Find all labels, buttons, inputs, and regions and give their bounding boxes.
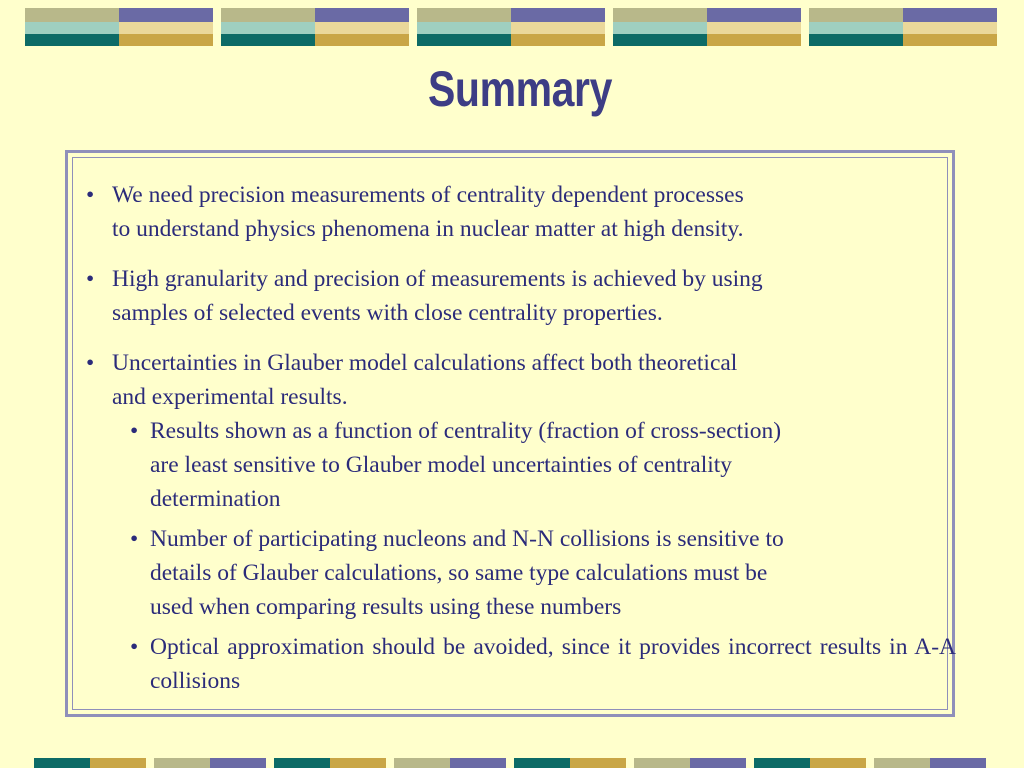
bullet-line: to understand physics phenomena in nuclear matter at high density. [112,216,744,242]
bullet-line: High granularity and precision of measurements is achieved by using [112,266,763,292]
sub-bullet-item [86,414,956,516]
bullet-line: Uncertainties in Glauber model calculations affect both theoretical [112,350,738,376]
sub-bullet-line: Results shown as a function of centrality (fraction of cross-section) [150,418,782,444]
sub-bullet-line: are least sensitive to Glauber model uncertainties of centrality [150,452,733,478]
bullet-item [86,262,956,330]
bullet-line: samples of selected events with close centrality properties. [112,300,663,326]
deco-block [221,8,409,46]
bottom-decoration [34,758,994,768]
bullet-item [86,178,956,246]
top-decoration [25,8,1000,46]
deco-block [417,8,605,46]
bullet-glyph: • [86,182,95,208]
bullet-item [86,346,956,414]
deco-block [809,8,997,46]
bullet-glyph: • [86,350,95,376]
bullet-list [86,178,956,702]
slide-title: Summary [427,61,612,117]
sub-bullet-line: details of Glauber calculations, so same type calculations must be [150,560,768,586]
sub-bullet-line: used when comparing results using these numbers [150,594,622,620]
bullet-glyph: • [130,418,139,444]
sub-bullet-line: determination [150,486,281,512]
sub-bullet-item [86,630,956,698]
sub-bullet-text: Optical approximation should be avoided, since it provides incorrect results in A-A collisions [150,634,956,694]
sub-bullet-item [86,522,956,624]
bullet-line: and experimental results. [112,384,348,410]
deco-block [25,8,213,46]
sub-bullet-line: Number of participating nucleons and N-N collisions is sensitive to [150,526,784,552]
bullet-glyph: • [130,634,139,660]
bullet-line: We need precision measurements of centrality dependent processes [112,182,744,208]
bullet-glyph: • [130,526,139,552]
bullet-glyph: • [86,266,95,292]
deco-block [613,8,801,46]
